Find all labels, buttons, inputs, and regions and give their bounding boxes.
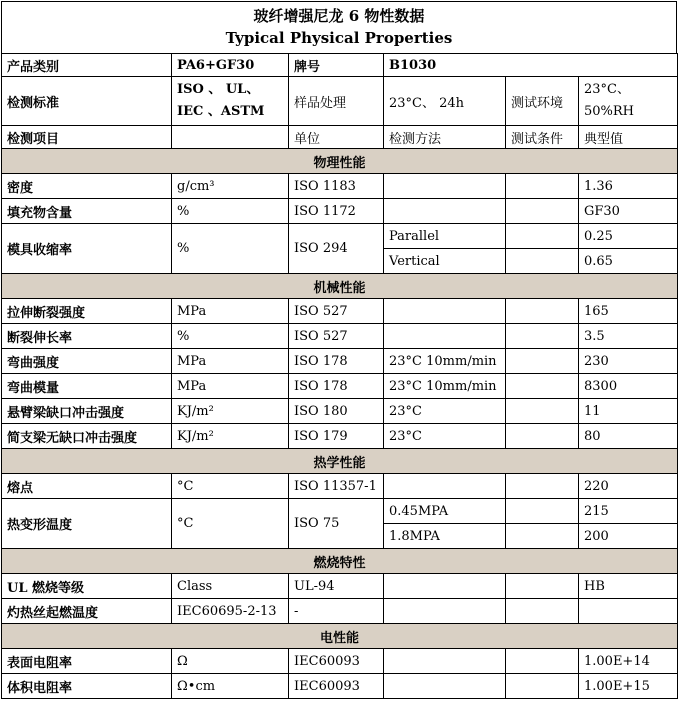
section-electrical: [2, 624, 678, 649]
property-name: 体积电阻率: [2, 674, 172, 699]
property-condition: [384, 324, 506, 349]
property-name: 热变形温度: [2, 499, 172, 549]
property-name: 模具收缩率: [2, 224, 172, 274]
sheet-title: [1, 1, 677, 53]
standard-line-1: ISO 、 UL、: [177, 82, 260, 97]
category-label: 产品类别: [2, 54, 172, 77]
property-unit: %: [172, 199, 289, 224]
property-blank: [506, 674, 579, 699]
table-row: [2, 324, 678, 349]
grade-label: 牌号: [289, 54, 384, 77]
table-row: [2, 199, 678, 224]
property-unit: IEC60695-2-13: [172, 599, 289, 624]
property-condition: Vertical: [384, 249, 506, 274]
table-row: [2, 474, 678, 499]
property-condition: 23°C: [384, 424, 506, 449]
property-value: HB: [579, 574, 678, 599]
section-physical: [2, 149, 678, 174]
property-value: [579, 599, 678, 624]
property-condition: 1.8MPA: [384, 524, 506, 549]
property-blank: [506, 524, 579, 549]
property-name: 表面电阻率: [2, 649, 172, 674]
standard-value: [172, 77, 289, 126]
property-blank: [506, 599, 579, 624]
col-value: 典型值: [579, 126, 678, 149]
property-blank: [506, 649, 579, 674]
property-blank: [506, 324, 579, 349]
property-condition: [384, 574, 506, 599]
property-name: 弯曲模量: [2, 374, 172, 399]
property-condition: [384, 599, 506, 624]
property-value: 80: [579, 424, 678, 449]
table-row: [2, 349, 678, 374]
property-unit: %: [172, 224, 289, 274]
property-value: 165: [579, 299, 678, 324]
property-unit: MPa: [172, 374, 289, 399]
property-name: 拉伸断裂强度: [2, 299, 172, 324]
property-name: UL 燃烧等级: [2, 574, 172, 599]
property-name: 熔点: [2, 474, 172, 499]
table-row: [2, 674, 678, 699]
property-value: 8300: [579, 374, 678, 399]
col-blank: [172, 126, 289, 149]
property-value: 200: [579, 524, 678, 549]
property-unit: %: [172, 324, 289, 349]
property-blank: [506, 249, 579, 274]
section-title: 物理性能: [2, 149, 678, 174]
property-name: 弯曲强度: [2, 349, 172, 374]
table-row: [2, 574, 678, 599]
table-row: [2, 224, 678, 249]
property-value: 1.00E+14: [579, 649, 678, 674]
property-name: 简支梁无缺口冲击强度: [2, 424, 172, 449]
property-method: ISO 180: [289, 399, 384, 424]
property-condition: [384, 199, 506, 224]
property-blank: [506, 474, 579, 499]
standard-label: 检测标准: [2, 77, 172, 126]
property-method: ISO 527: [289, 324, 384, 349]
property-name: 密度: [2, 174, 172, 199]
property-method: ISO 294: [289, 224, 384, 274]
property-unit: KJ/m²: [172, 399, 289, 424]
header-row-category: [2, 54, 678, 77]
property-method: ISO 1183: [289, 174, 384, 199]
property-blank: [506, 374, 579, 399]
table-row: [2, 399, 678, 424]
section-mechanical: [2, 274, 678, 299]
property-method: IEC60093: [289, 649, 384, 674]
property-value: 1.00E+15: [579, 674, 678, 699]
col-unit: 单位: [289, 126, 384, 149]
column-header-row: [2, 126, 678, 149]
property-value: 215: [579, 499, 678, 524]
property-condition: [384, 649, 506, 674]
properties-sheet: [1, 1, 677, 699]
section-title: 机械性能: [2, 274, 678, 299]
section-thermal: [2, 449, 678, 474]
property-method: IEC60093: [289, 674, 384, 699]
sample-value: 23°C、 24h: [384, 77, 506, 126]
property-unit: Class: [172, 574, 289, 599]
section-title: 燃烧特性: [2, 549, 678, 574]
property-name: 填充物含量: [2, 199, 172, 224]
property-unit: °C: [172, 474, 289, 499]
property-value: 220: [579, 474, 678, 499]
property-value: 230: [579, 349, 678, 374]
property-method: ISO 1172: [289, 199, 384, 224]
property-blank: [506, 349, 579, 374]
property-blank: [506, 199, 579, 224]
property-value: 11: [579, 399, 678, 424]
env-value: [579, 77, 678, 126]
property-condition: 0.45MPA: [384, 499, 506, 524]
title-english: Typical Physical Properties: [225, 29, 453, 47]
property-value: GF30: [579, 199, 678, 224]
property-unit: g/cm³: [172, 174, 289, 199]
standard-line-2: IEC 、ASTM: [177, 104, 265, 119]
property-method: ISO 75: [289, 499, 384, 549]
grade-value: B1030: [384, 54, 678, 77]
section-flammability: [2, 549, 678, 574]
category-value: PA6+GF30: [172, 54, 289, 77]
property-unit: KJ/m²: [172, 424, 289, 449]
env-line-2: 50%RH: [584, 104, 635, 119]
table-row: [2, 499, 678, 524]
properties-table: [1, 53, 678, 699]
property-condition: 23°C 10mm/min: [384, 374, 506, 399]
property-blank: [506, 499, 579, 524]
property-method: ISO 11357-1: [289, 474, 384, 499]
col-method: 检测方法: [384, 126, 506, 149]
property-condition: 23°C: [384, 399, 506, 424]
property-method: -: [289, 599, 384, 624]
env-label: 测试环境: [506, 77, 579, 126]
property-method: ISO 178: [289, 349, 384, 374]
col-item: 检测项目: [2, 126, 172, 149]
env-line-1: 23°C、: [584, 82, 630, 97]
property-name: 断裂伸长率: [2, 324, 172, 349]
property-blank: [506, 424, 579, 449]
property-unit: MPa: [172, 299, 289, 324]
property-blank: [506, 174, 579, 199]
section-title: 热学性能: [2, 449, 678, 474]
title-chinese: 玻纤增强尼龙 6 物性数据: [253, 7, 425, 25]
table-row: [2, 174, 678, 199]
property-condition: [384, 674, 506, 699]
property-value: 3.5: [579, 324, 678, 349]
property-method: UL-94: [289, 574, 384, 599]
property-blank: [506, 224, 579, 249]
property-blank: [506, 574, 579, 599]
property-blank: [506, 299, 579, 324]
sample-label: 样品处理: [289, 77, 384, 126]
property-unit: MPa: [172, 349, 289, 374]
property-condition: [384, 474, 506, 499]
header-row-standard: [2, 77, 678, 126]
property-unit: Ω•cm: [172, 674, 289, 699]
table-row: [2, 424, 678, 449]
property-condition: Parallel: [384, 224, 506, 249]
table-row: [2, 374, 678, 399]
property-name: 灼热丝起燃温度: [2, 599, 172, 624]
property-name: 悬臂梁缺口冲击强度: [2, 399, 172, 424]
property-condition: 23°C 10mm/min: [384, 349, 506, 374]
table-row: [2, 299, 678, 324]
table-row: [2, 599, 678, 624]
property-method: ISO 527: [289, 299, 384, 324]
col-condition: 测试条件: [506, 126, 579, 149]
property-value: 0.25: [579, 224, 678, 249]
property-method: ISO 179: [289, 424, 384, 449]
property-method: ISO 178: [289, 374, 384, 399]
section-title: 电性能: [2, 624, 678, 649]
property-unit: Ω: [172, 649, 289, 674]
property-value: 0.65: [579, 249, 678, 274]
property-blank: [506, 399, 579, 424]
property-value: 1.36: [579, 174, 678, 199]
table-row: [2, 649, 678, 674]
property-unit: °C: [172, 499, 289, 549]
property-condition: [384, 174, 506, 199]
property-condition: [384, 299, 506, 324]
